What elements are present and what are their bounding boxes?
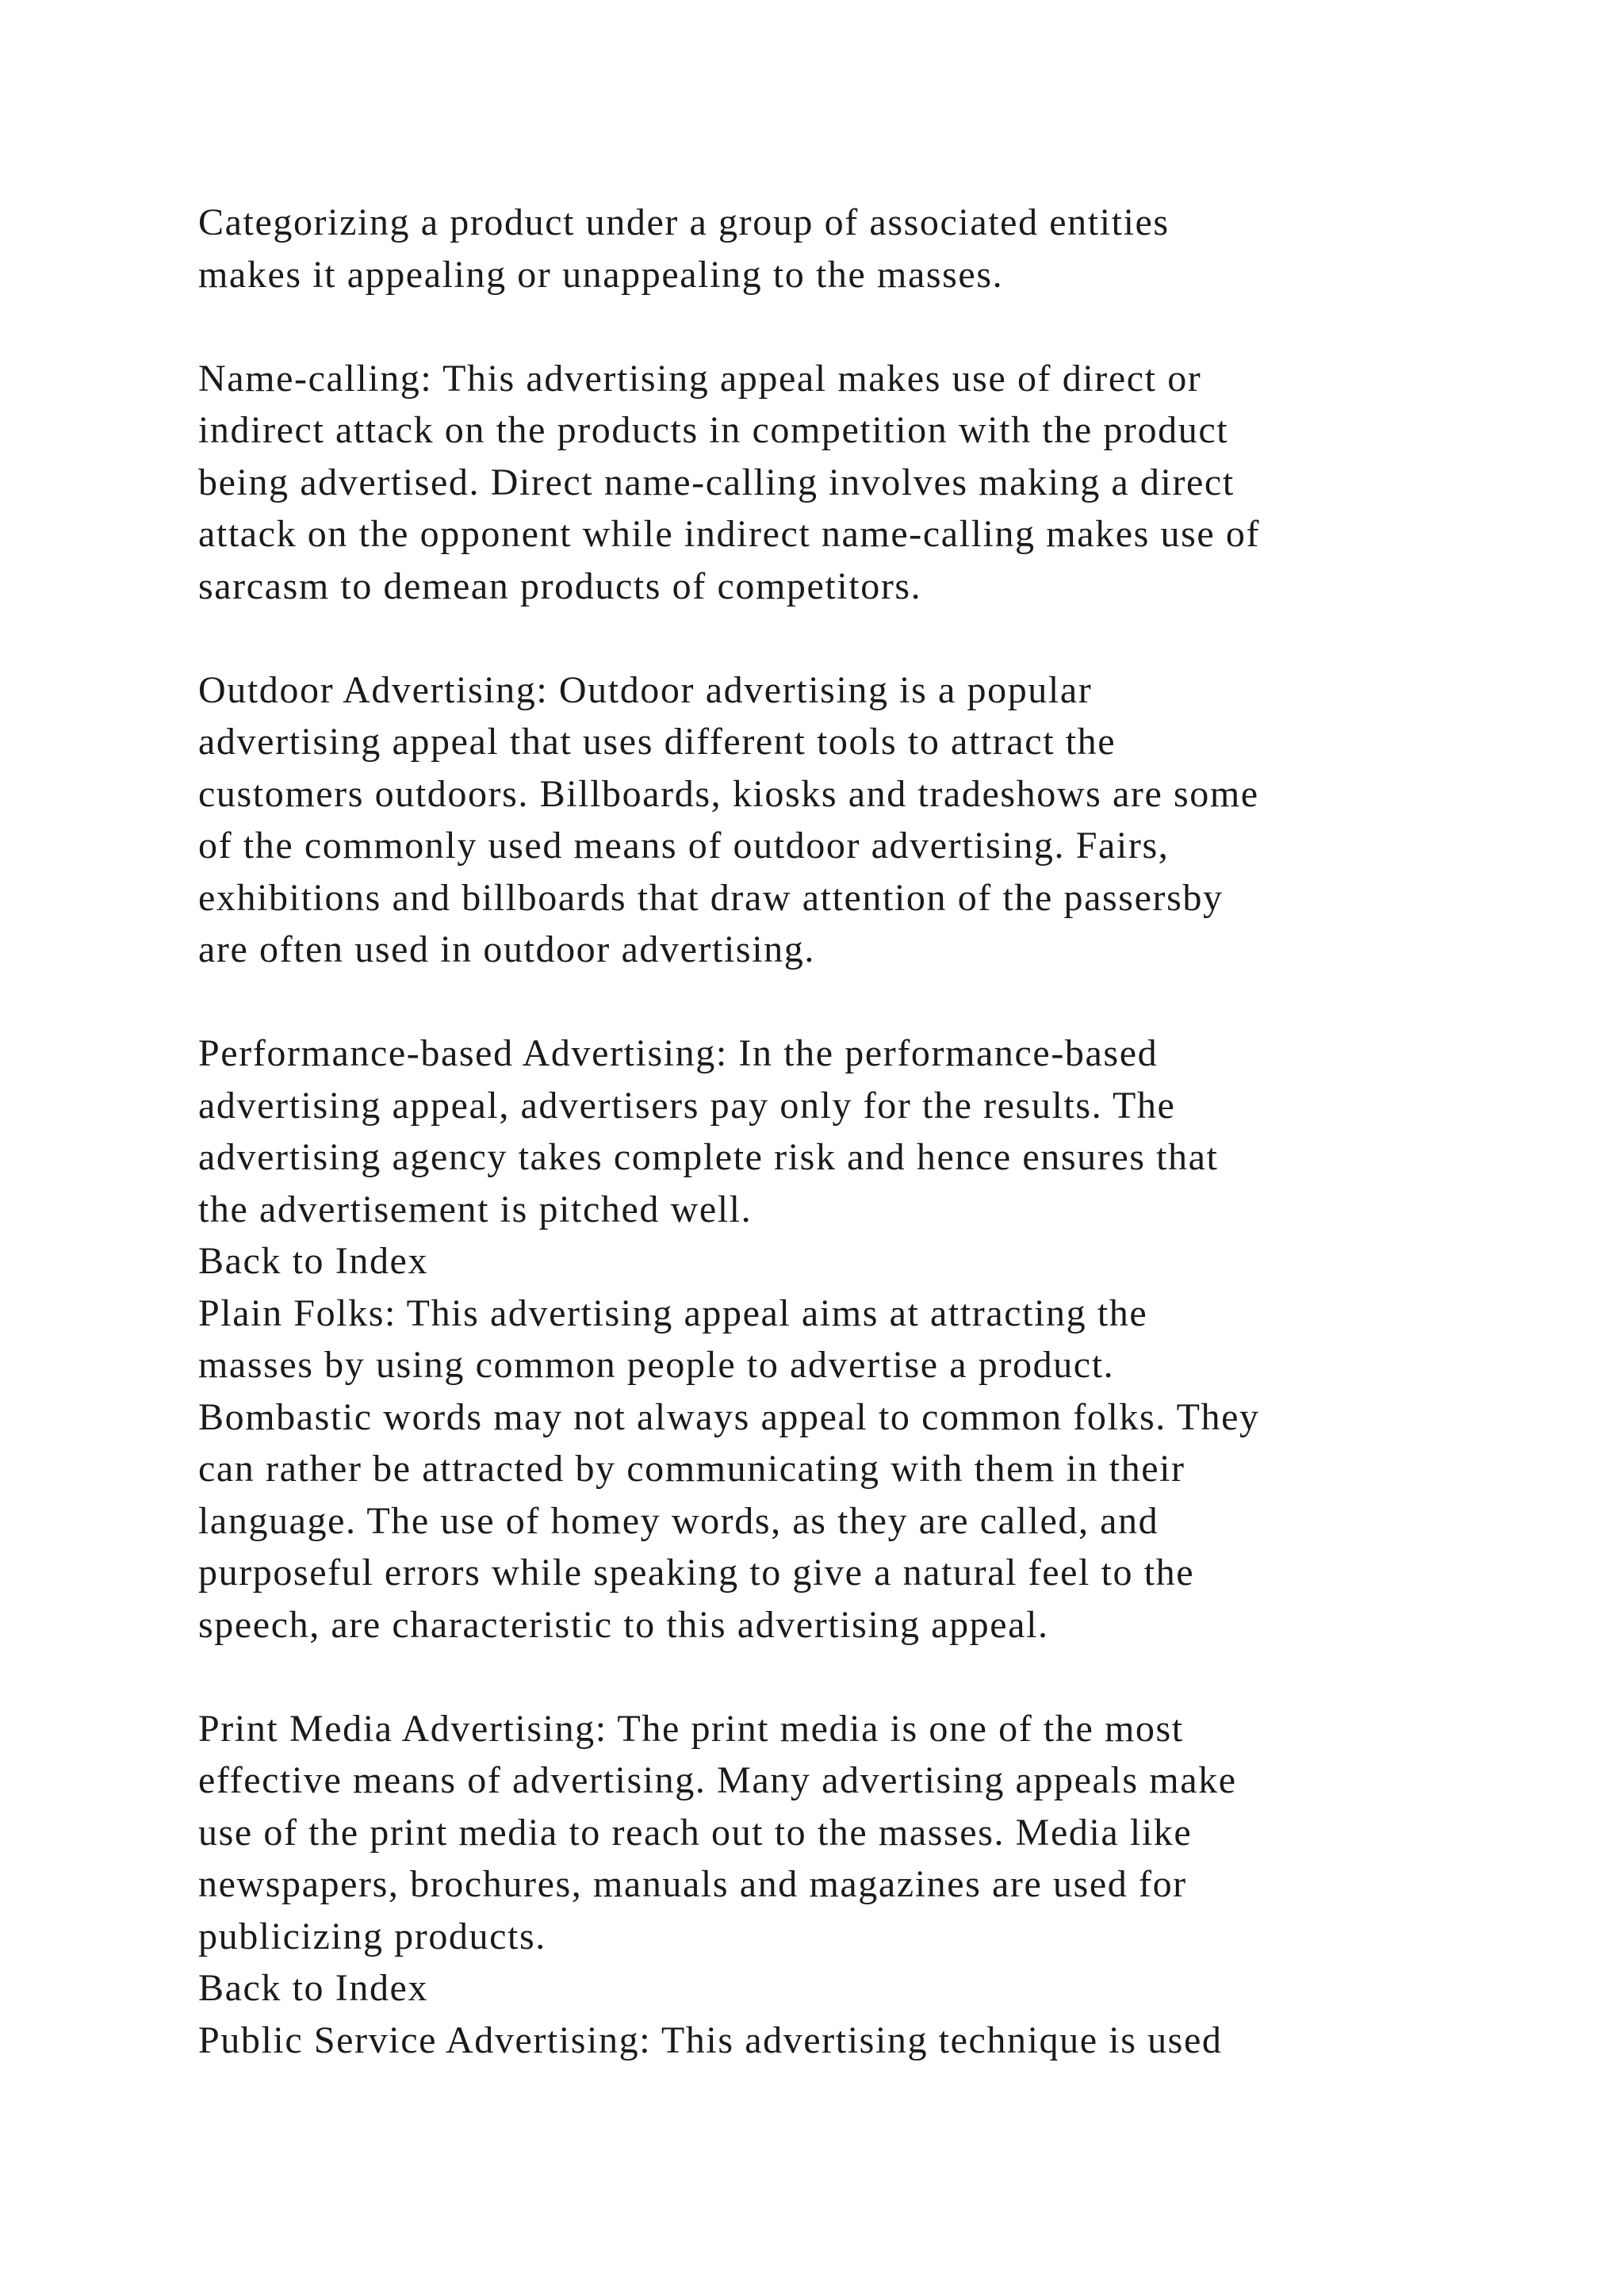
text-line: newspapers, brochures, manuals and magazines are used for: [198, 1863, 1187, 1905]
text-line: the advertisement is pitched well.: [198, 1188, 753, 1230]
text-line: customers outdoors. Billboards, kiosks and tradeshows are some: [198, 772, 1259, 815]
text-line: speech, are characteristic to this advertising appeal.: [198, 1603, 1049, 1646]
text-line: Name-calling: This advertising appeal makes use of direct or: [198, 357, 1202, 400]
text-line: publicizing products.: [198, 1915, 546, 1957]
text-line: attack on the opponent while indirect name-calling makes use of: [198, 513, 1261, 555]
text-line: Outdoor Advertising: Outdoor advertising is a popular: [198, 668, 1093, 711]
text-line: purposeful errors while speaking to give a natural feel to the: [198, 1552, 1195, 1594]
back-to-index-link[interactable]: Back to Index: [198, 1967, 429, 2009]
paragraph-gap: [198, 1651, 1499, 1703]
text-line: advertising appeal that uses different tools to attract the: [198, 721, 1116, 763]
text-line: Print Media Advertising: The print media is one of the most: [198, 1707, 1184, 1750]
paragraph-gap: [198, 976, 1499, 1028]
text-line: advertising appeal, advertisers pay only for the results. The: [198, 1084, 1176, 1127]
text-line: language. The use of homey words, as they are called, and: [198, 1499, 1159, 1542]
text-line: advertising agency takes complete risk and hence ensures that: [198, 1136, 1219, 1178]
text-line: makes it appealing or unappealing to the masses.: [198, 253, 1004, 296]
text-line: of the commonly used means of outdoor advertising. Fairs,: [198, 825, 1170, 867]
paragraph-gap: [198, 300, 1499, 353]
text-line: Performance-based Advertising: In the performance-based: [198, 1032, 1159, 1074]
text-line: sarcasm to demean products of competitors.: [198, 564, 922, 607]
text-line: use of the print media to reach out to the masses. Media like: [198, 1811, 1193, 1854]
paragraph-gap: [198, 612, 1499, 664]
text-line: Bombastic words may not always appeal to common folks. They: [198, 1395, 1260, 1438]
document-body: [198, 197, 1499, 2066]
text-line: can rather be attracted by communicating with them in their: [198, 1448, 1185, 1490]
text-line: effective means of advertising. Many advertising appeals make: [198, 1759, 1237, 1801]
back-to-index-link[interactable]: Back to Index: [198, 1240, 429, 1282]
text-line: being advertised. Direct name-calling involves making a direct: [198, 461, 1235, 503]
text-line: Public Service Advertising: This advertising technique is used: [198, 2019, 1223, 2061]
text-line: are often used in outdoor advertising.: [198, 928, 815, 970]
text-line: Plain Folks: This advertising appeal aims at attracting the: [198, 1292, 1148, 1334]
text-line: indirect attack on the products in competition with the product: [198, 409, 1229, 451]
text-line: exhibitions and billboards that draw attention of the passersby: [198, 876, 1224, 919]
text-line: masses by using common people to advertise a product.: [198, 1344, 1115, 1386]
text-line: Categorizing a product under a group of associated entities: [198, 201, 1170, 243]
